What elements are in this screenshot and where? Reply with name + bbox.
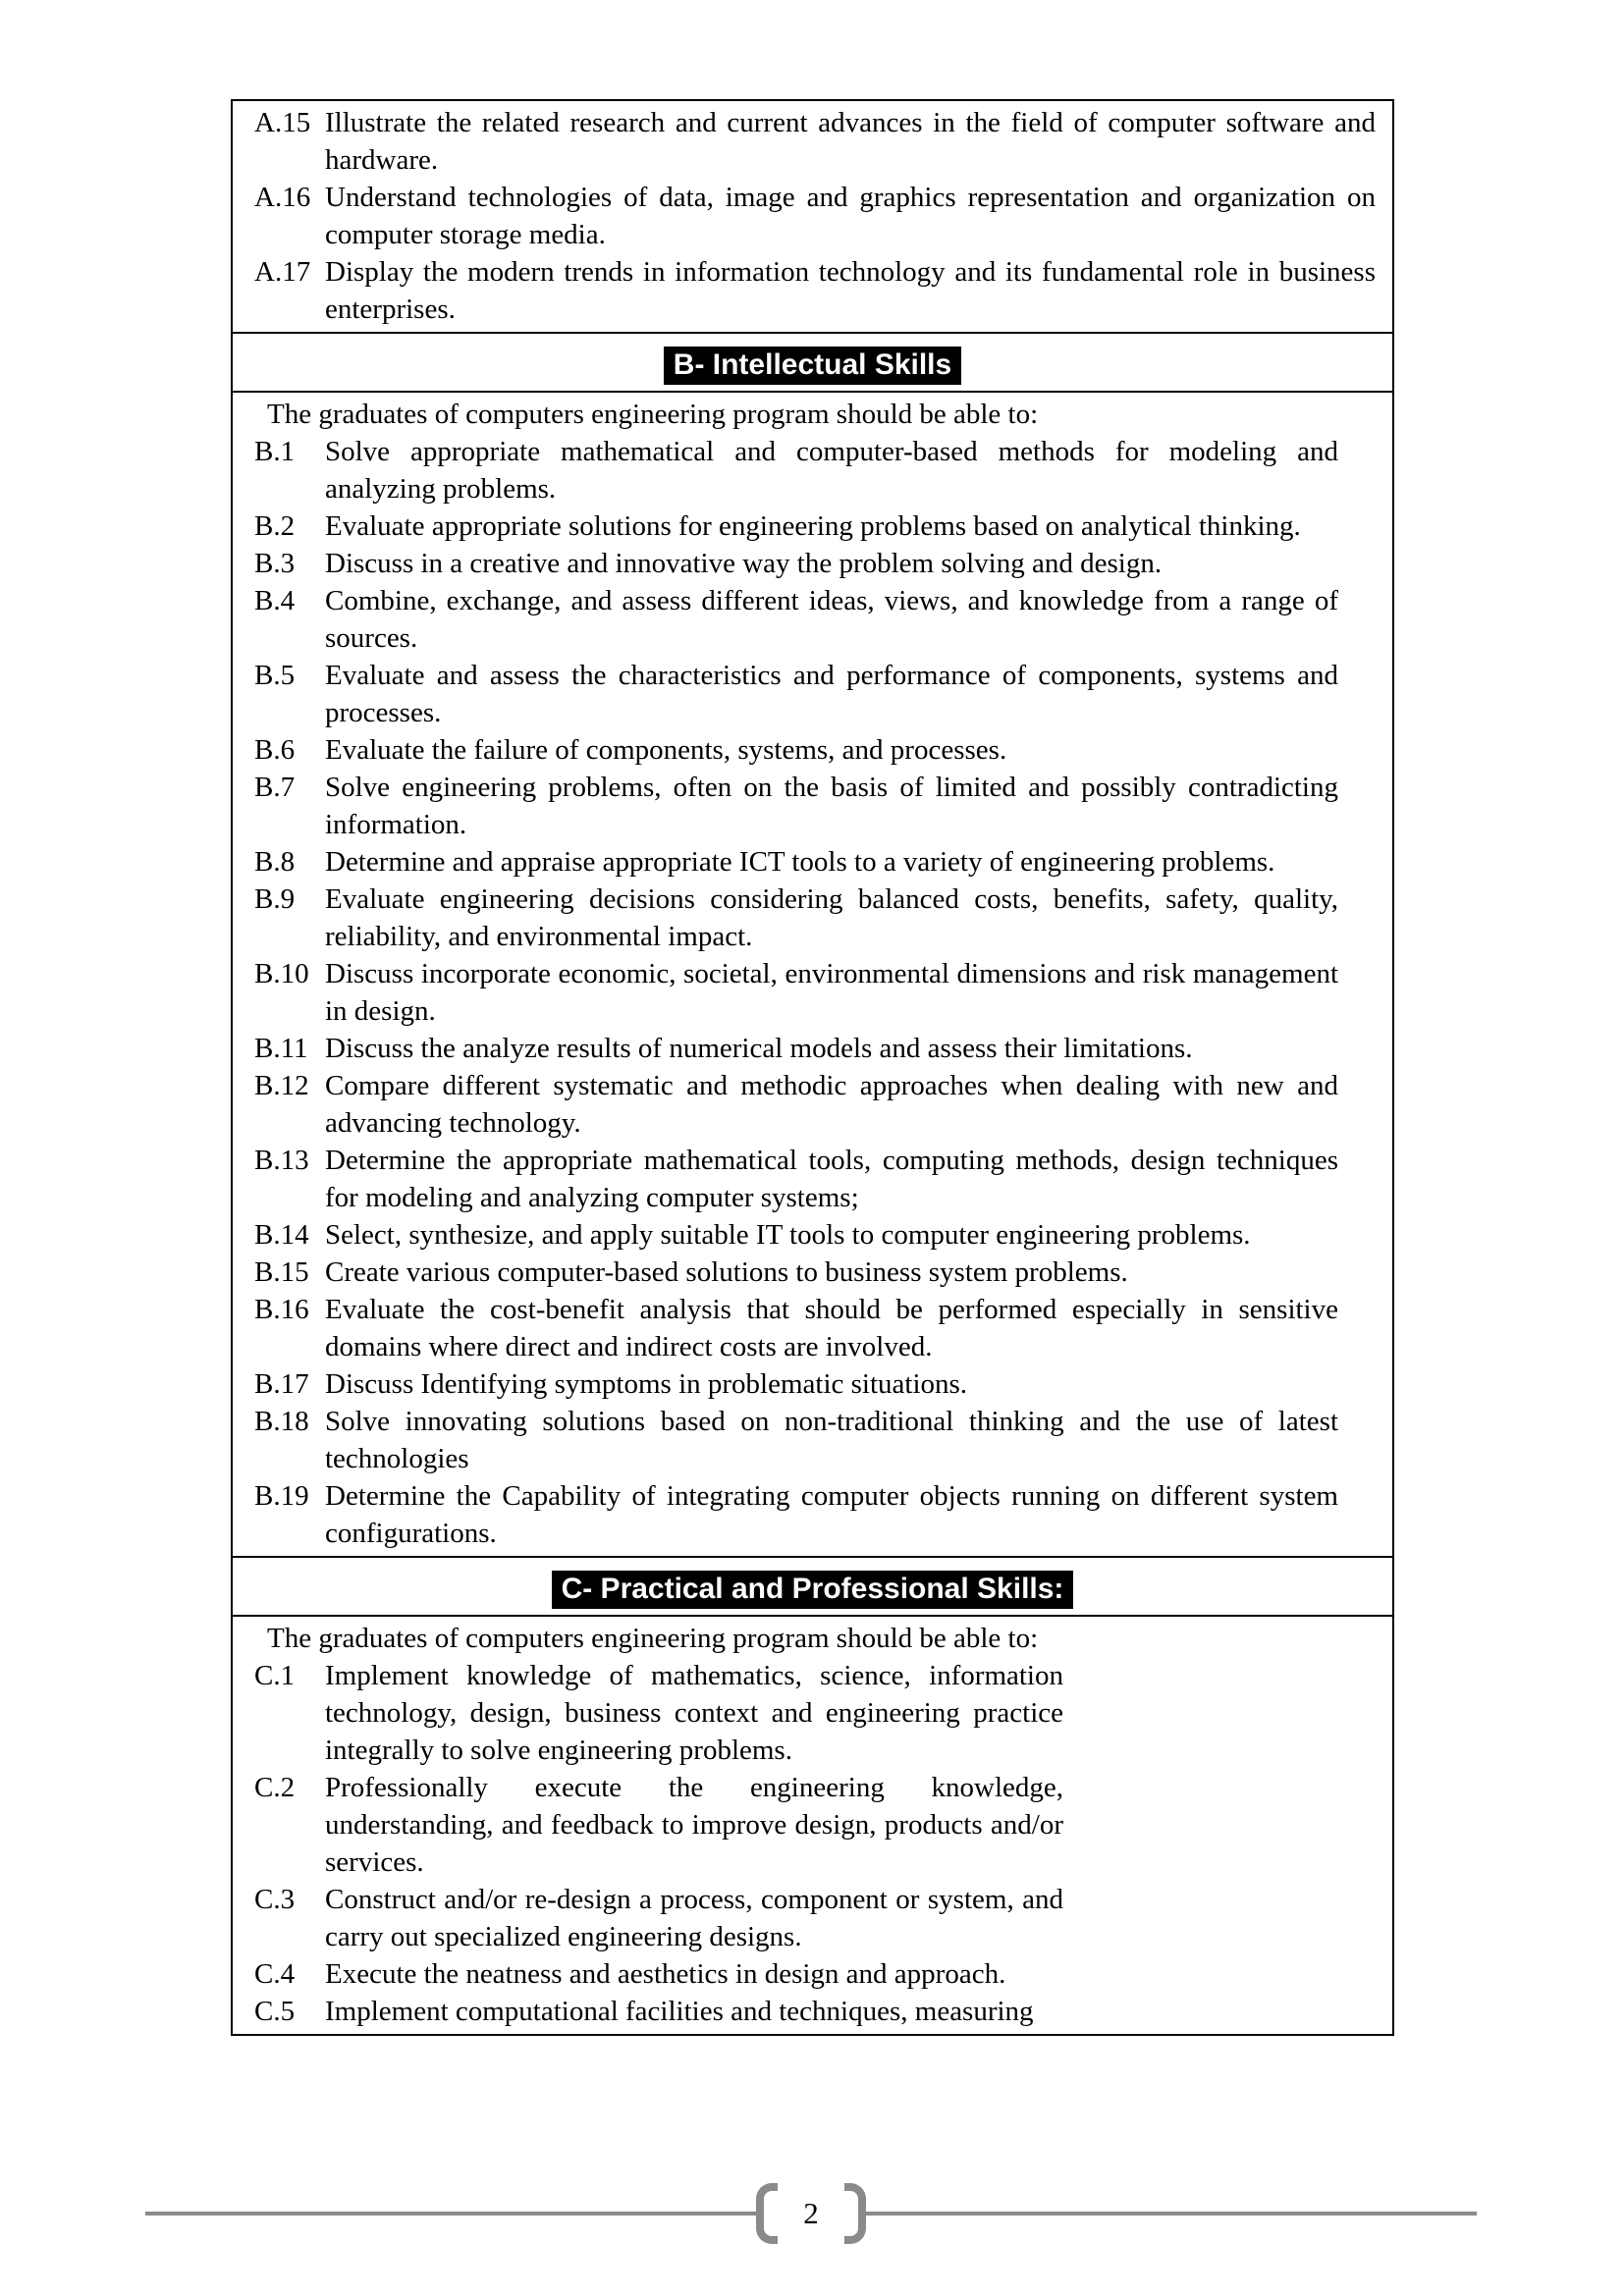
- outcome-number: B.7: [254, 772, 296, 803]
- section-c-header-row: [233, 1556, 1392, 1617]
- outcome-number: B.14: [254, 1219, 309, 1251]
- section-a-knowledge-items: [233, 101, 1392, 332]
- outcome-number: B.5: [254, 660, 296, 691]
- outcome-number: C.3: [254, 1884, 296, 1915]
- outcome-item: [233, 843, 1392, 881]
- outcome-text: Professionally execute the engineering knowledge, understanding, and feedback to improve design, products and/or services.: [325, 1772, 1063, 1878]
- outcome-text: Evaluate the cost-benefit analysis that should be performed especially in sensitive domains where direct and indirect costs are involved.: [325, 1294, 1338, 1362]
- outcome-item: [233, 1216, 1392, 1254]
- outcome-item: [233, 1142, 1392, 1216]
- outcome-item: [233, 433, 1392, 507]
- outcome-text: Compare different systematic and methodic approaches when dealing with new and advancing technology.: [325, 1070, 1338, 1139]
- outcome-item: [233, 955, 1392, 1030]
- outcome-text: Discuss in a creative and innovative way the problem solving and design.: [325, 548, 1163, 579]
- outcome-item: [233, 507, 1392, 545]
- outcome-text: Solve appropriate mathematical and computer-based methods for modeling and analyzing problems.: [325, 436, 1338, 505]
- outcome-item: [233, 1067, 1392, 1142]
- outcome-number: C.5: [254, 1996, 296, 2027]
- outcome-number: B.17: [254, 1368, 309, 1400]
- outcome-item: [233, 1030, 1392, 1067]
- outcome-item: [233, 1291, 1392, 1365]
- program-outcomes-table: [231, 99, 1394, 2036]
- outcome-number: C.4: [254, 1958, 296, 1990]
- outcome-number: B.10: [254, 958, 309, 989]
- outcome-text: Display the modern trends in information technology and its fundamental role in business enterprises.: [325, 256, 1376, 325]
- section-c-header: C- Practical and Professional Skills:: [552, 1571, 1074, 1609]
- outcome-item: [233, 582, 1392, 657]
- outcome-item: [233, 253, 1392, 328]
- outcome-number: C.1: [254, 1660, 296, 1691]
- outcome-text: Discuss incorporate economic, societal, environmental dimensions and risk management in design.: [325, 958, 1338, 1027]
- outcome-text: Understand technologies of data, image and graphics representation and organization on computer storage media.: [325, 182, 1376, 250]
- outcome-number: B.18: [254, 1406, 309, 1437]
- outcome-text: Illustrate the related research and current advances in the field of computer software and hardware.: [325, 107, 1376, 176]
- outcome-number: B.19: [254, 1480, 309, 1512]
- section-c-item-list: [233, 1657, 1392, 2030]
- outcome-number: B.13: [254, 1145, 309, 1176]
- section-b-intellectual-skills: [233, 393, 1392, 1556]
- section-c-intro: The graduates of computers engineering program should be able to:: [267, 1623, 1039, 1654]
- outcome-number: A.15: [254, 107, 311, 138]
- outcome-item: [233, 1769, 1392, 1881]
- outcome-number: B.8: [254, 846, 296, 878]
- outcome-item: [233, 179, 1392, 253]
- outcome-text: Determine and appraise appropriate ICT tools to a variety of engineering problems.: [325, 846, 1275, 878]
- outcome-text: Discuss Identifying symptoms in problematic situations.: [325, 1368, 968, 1400]
- outcome-text: Implement knowledge of mathematics, science, information technology, design, business context and engineering practice integrally to solve engineering problems.: [325, 1660, 1063, 1766]
- outcome-number: B.6: [254, 734, 296, 766]
- outcome-text: Combine, exchange, and assess different ideas, views, and knowledge from a range of sources.: [325, 585, 1338, 654]
- outcome-text: Determine the appropriate mathematical tools, computing methods, design techniques for modeling and analyzing computer systems;: [325, 1145, 1338, 1213]
- outcome-number: B.2: [254, 510, 296, 542]
- outcome-text: Solve engineering problems, often on the basis of limited and possibly contradicting information.: [325, 772, 1338, 840]
- outcome-number: B.4: [254, 585, 296, 616]
- outcome-item: [233, 731, 1392, 769]
- section-b-intro: The graduates of computers engineering program should be able to:: [267, 399, 1039, 430]
- outcome-text: Evaluate engineering decisions considering balanced costs, benefits, safety, quality, reliability, and environmental impact.: [325, 883, 1338, 952]
- outcome-item: [233, 657, 1392, 731]
- outcome-number: B.3: [254, 548, 296, 579]
- outcome-item: [233, 1881, 1392, 1955]
- outcome-item: [233, 1254, 1392, 1291]
- outcome-number: B.1: [254, 436, 296, 467]
- outcome-number: C.2: [254, 1772, 296, 1803]
- outcome-item: [233, 1955, 1392, 1993]
- outcome-item: [233, 104, 1392, 179]
- outcome-number: A.17: [254, 256, 311, 288]
- outcome-number: B.12: [254, 1070, 309, 1101]
- outcome-item: [233, 1993, 1392, 2030]
- section-b-header: B- Intellectual Skills: [664, 347, 961, 385]
- outcome-number: B.16: [254, 1294, 309, 1325]
- outcome-text: Execute the neatness and aesthetics in design and approach.: [325, 1958, 1006, 1990]
- page-footer: [145, 2181, 1477, 2246]
- outcome-number: B.9: [254, 883, 296, 915]
- outcome-item: [233, 1657, 1392, 1769]
- outcome-text: Discuss the analyze results of numerical models and assess their limitations.: [325, 1033, 1193, 1064]
- outcome-item: [233, 545, 1392, 582]
- section-a-item-list: [233, 104, 1392, 328]
- outcome-item: [233, 1365, 1392, 1403]
- outcome-text: Select, synthesize, and apply suitable IT tools to computer engineering problems.: [325, 1219, 1251, 1251]
- outcome-text: Solve innovating solutions based on non-traditional thinking and the use of latest technologies: [325, 1406, 1338, 1474]
- outcome-item: [233, 1477, 1392, 1552]
- outcome-text: Evaluate and assess the characteristics and performance of components, systems and processes.: [325, 660, 1338, 728]
- outcome-text: Construct and/or re-design a process, component or system, and carry out specialized engineering designs.: [325, 1884, 1063, 1952]
- outcome-text: Implement computational facilities and techniques, measuring: [325, 1996, 1034, 2027]
- footer-rule-left: [145, 2212, 756, 2216]
- outcome-item: [233, 769, 1392, 843]
- outcome-number: A.16: [254, 182, 311, 213]
- section-c-practical-skills: [233, 1617, 1392, 2034]
- outcome-text: Evaluate the failure of components, systems, and processes.: [325, 734, 1007, 766]
- outcome-number: B.15: [254, 1256, 309, 1288]
- left-bracket-decoration: [756, 2183, 778, 2244]
- footer-rule-right: [866, 2212, 1477, 2216]
- outcome-text: Evaluate appropriate solutions for engineering problems based on analytical thinking.: [325, 510, 1301, 542]
- right-bracket-decoration: [844, 2183, 866, 2244]
- outcome-item: [233, 881, 1392, 955]
- outcome-text: Create various computer-based solutions to business system problems.: [325, 1256, 1128, 1288]
- outcome-item: [233, 1403, 1392, 1477]
- outcome-number: B.11: [254, 1033, 308, 1064]
- outcome-text: Determine the Capability of integrating computer objects running on different system configurations.: [325, 1480, 1338, 1549]
- section-b-header-row: [233, 332, 1392, 393]
- page-number: 2: [803, 2196, 819, 2230]
- section-b-item-list: [233, 433, 1392, 1552]
